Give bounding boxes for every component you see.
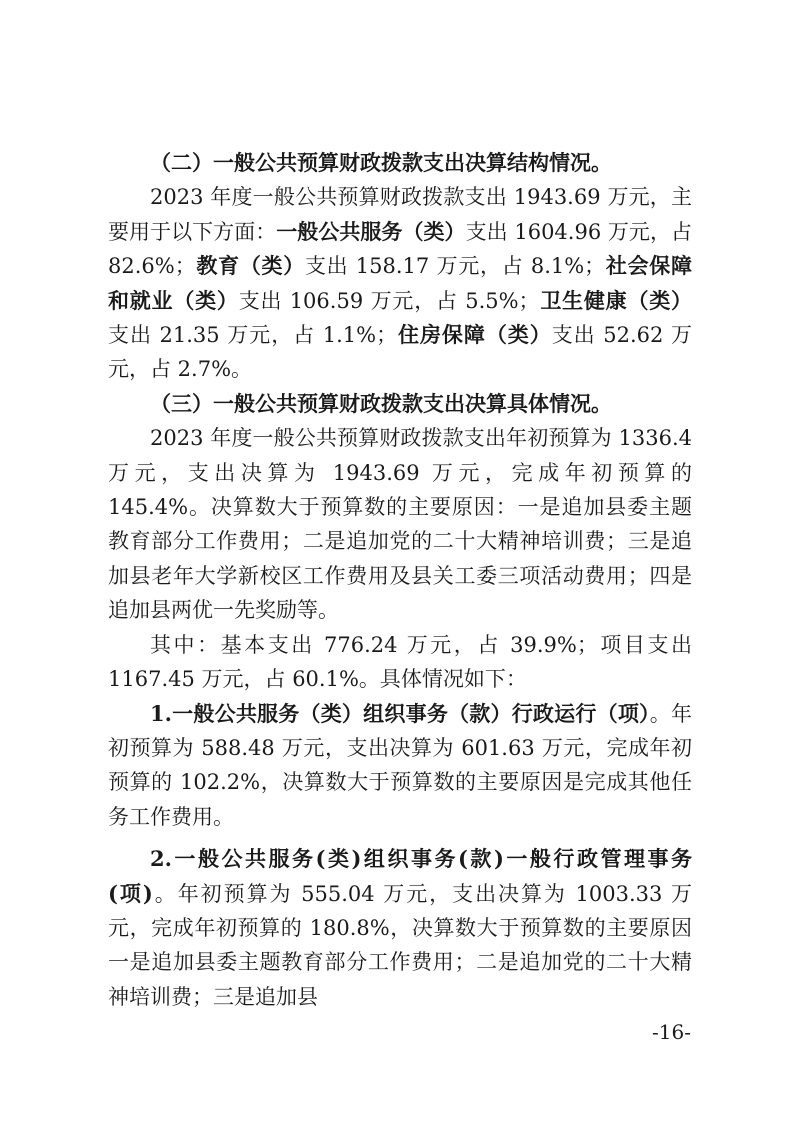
category-text: 支出 21.35 万元，占 1.1%； [108,323,398,348]
section-heading-detail: （三）一般公共预算财政拨款支出决算具体情况。 [150,390,612,416]
category-text: 支出 52.62 万元，占 2.7%。 [108,323,692,382]
item-general-administration [108,842,692,1014]
paragraph-detail: 2023 年度一般公共预算财政拨款支出年初预算为 1336.4 万元，支出决算为 1943.69 万元，完成年初预算的 145.4%。决算数大于预算数的主要原因：一是追加县委主题教育部分工作费用；二是追加党的二十大精神培训费；三是追加县老年大学新校区工作费用及县关工委三项活动费用；四是追加县两优一先奖励等。 [108,426,692,623]
category-name: 教育（类） [195,253,305,279]
item-text: 。年初预算为 588.48 万元，支出决算为 601.63 万元，完成年初预算的 102.2%，决算数大于预算数的主要原因是完成其他任务工作费用。 [108,701,693,829]
category-name: 一般公共服务（类） [276,218,466,244]
document-body [108,146,692,1014]
item-text: 。年初预算为 555.04 万元，支出决算为 1003.33 万元，完成年初预算的 180.8%，决算数大于预算数的主要原因一是追加县委主题教育部分工作费用；二是追加党的二十大精神培训费；三是追加县 [108,881,692,1009]
category-text: 支出 158.17 万元，占 8.1%； [304,254,606,279]
section-heading-structure: （二）一般公共预算财政拨款支出决算结构情况。 [150,150,612,175]
page-number: -16- [652,1020,691,1044]
category-text: 支出 1604.96 万元，占 82.6%； [108,219,693,279]
paragraph-intro: 2023 年度一般公共预算财政拨款支出 1943.69 万元，主要用于以下方面： [108,185,692,244]
item-title: 1.一般公共服务（类）组织事务（款）行政运行（项） [150,700,650,726]
category-text: 支出 106.59 万元，占 5.5%； [238,288,540,313]
item-administrative-operation [108,697,692,835]
paragraph-structure [108,180,692,386]
item-title: 2.一般公共服务(类)组织事务(款)一般行政管理事务(项) [108,846,692,906]
paragraph-breakdown: 其中：基本支出 776.24 万元，占 39.9%；项目支出 1167.45 万元，占 60.1%。具体情况如下： [108,632,692,692]
category-name: 卫生健康（类） [539,287,693,313]
category-name: 社会保障和就业（类） [108,253,693,313]
category-name: 住房保障（类） [397,322,552,348]
